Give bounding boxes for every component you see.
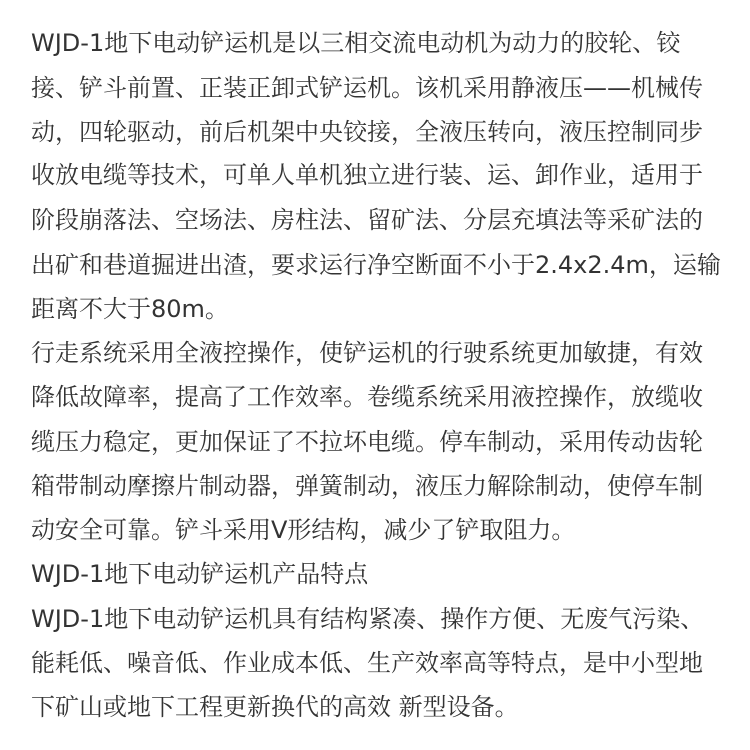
paragraph-1-line-1: WJD-1地下电动铲运机是以三相交流电动机为动力的胶轮、铰	[31, 29, 681, 57]
paragraph-3-line-1: WJD-1地下电动铲运机具有结构紧凑、操作方便、无废气污染、	[31, 605, 705, 633]
paragraph-2-line-1: 行走系统采用全液控操作，使铲运机的行驶系统更加敏捷，有效	[31, 339, 703, 367]
section-heading: WJD-1地下电动铲运机产品特点	[31, 560, 369, 588]
paragraph-1-line-4: 收放电缆等技术，可单人单机独立进行装、运、卸作业，适用于	[31, 161, 703, 189]
paragraph-3-line-3: 下矿山或地下工程更新换代的高效 新型设备。	[31, 693, 519, 721]
paragraph-1-line-3: 动，四轮驱动，前后机架中央铰接，全液压转向，液压控制同步	[31, 118, 703, 146]
paragraph-2-line-5: 动安全可靠。铲斗采用V形结构，减少了铲取阻力。	[31, 516, 576, 544]
paragraph-2-line-3: 缆压力稳定，更加保证了不拉坏电缆。停车制动，采用传动齿轮	[31, 428, 703, 456]
paragraph-1-line-5: 阶段崩落法、空场法、房柱法、留矿法、分层充填法等采矿法的	[31, 206, 703, 234]
paragraph-1-line-2: 接、铲斗前置、正装正卸式铲运机。该机采用静液压——机械传	[31, 74, 703, 102]
paragraph-1-line-6: 出矿和巷道掘进出渣，要求运行净空断面不小于2.4x2.4m，运输	[31, 251, 721, 279]
paragraph-3-line-2: 能耗低、噪音低、作业成本低、生产效率高等特点，是中小型地	[31, 649, 703, 677]
paragraph-2-line-2: 降低故障率，提高了工作效率。卷缆系统采用液控操作，放缆收	[31, 383, 703, 411]
paragraph-2-line-4: 箱带制动摩擦片制动器，弹簧制动，液压力解除制动，使停车制	[31, 472, 703, 500]
paragraph-1-line-7: 距离不大于80m。	[31, 295, 229, 323]
